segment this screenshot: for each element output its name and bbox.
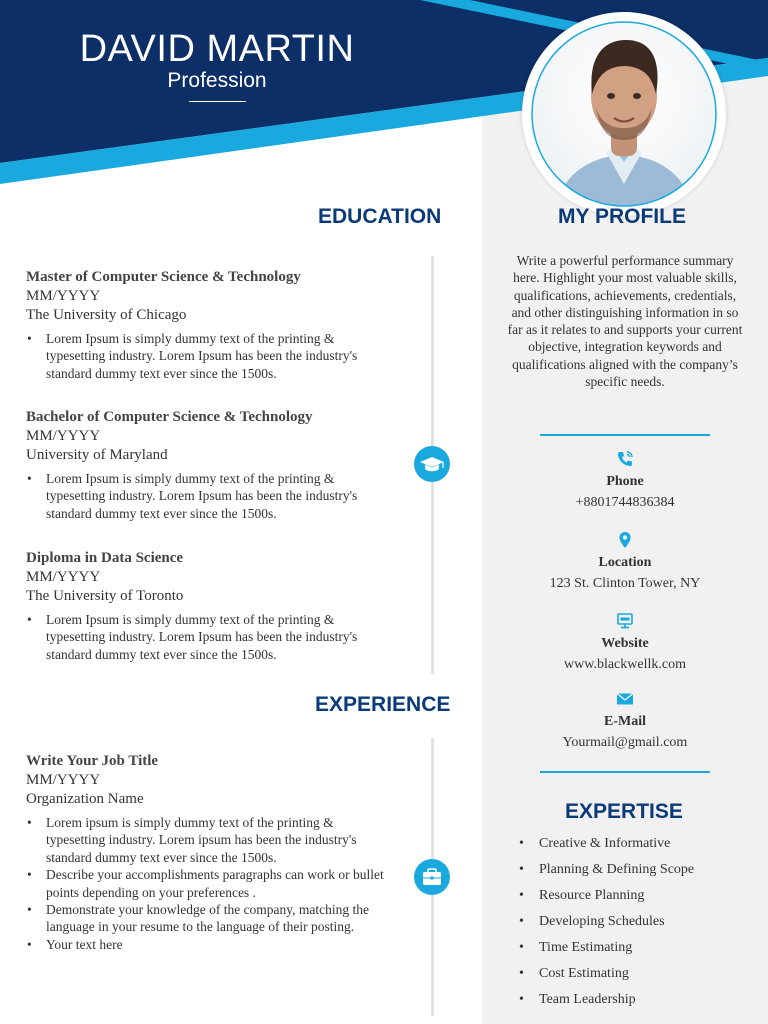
degree-title: Master of Computer Science & Technology bbox=[26, 269, 301, 285]
expertise-item: • Time Estimating bbox=[518, 939, 694, 965]
envelope-icon bbox=[615, 689, 635, 709]
expertise-item: • Creative & Informative bbox=[518, 835, 694, 861]
job-bullets bbox=[26, 814, 396, 953]
job-title: Write Your Job Title bbox=[26, 753, 159, 769]
profile-photo bbox=[522, 12, 726, 216]
bullet-item: • Your text here bbox=[26, 936, 396, 953]
education-title: EDUCATION bbox=[318, 205, 442, 228]
expertise-item: • Team Leadership bbox=[518, 991, 694, 1017]
education-icon-badge bbox=[414, 446, 450, 482]
entry-bullets bbox=[26, 611, 396, 663]
person-photo-icon bbox=[522, 12, 726, 216]
briefcase-icon bbox=[414, 859, 450, 895]
graduation-cap-icon bbox=[414, 446, 450, 482]
degree-date: MM/YYYY bbox=[26, 569, 101, 585]
school-name: The University of Toronto bbox=[26, 588, 184, 604]
contact-website bbox=[500, 611, 750, 674]
education-entry bbox=[26, 408, 396, 522]
bullet-item: • Lorem Ipsum is simply dummy text of the printing & typesetting industry. Lorem Ipsum has been the industry's standard dummy text ever since the 1500s. bbox=[26, 611, 396, 663]
experience-entry bbox=[26, 752, 396, 953]
education-entry bbox=[26, 268, 396, 382]
website-label: Website bbox=[601, 636, 649, 651]
bullet-item: • Lorem Ipsum is simply dummy text of the printing & typesetting industry. Lorem Ipsum has been the industry's standard dummy text ever since the 1500s. bbox=[26, 470, 396, 522]
school-name: University of Maryland bbox=[26, 447, 168, 463]
location-pin-icon bbox=[615, 530, 635, 550]
contact-divider bbox=[540, 771, 710, 773]
degree-title: Diploma in Data Science bbox=[26, 550, 184, 566]
profession-underline bbox=[189, 101, 246, 102]
phone-label: Phone bbox=[606, 474, 644, 489]
degree-title: Bachelor of Computer Science & Technology bbox=[26, 409, 313, 425]
email-value: Yourmail@gmail.com bbox=[562, 735, 688, 750]
expertise-item: • Resource Planning bbox=[518, 887, 694, 913]
profile-divider bbox=[540, 434, 710, 436]
location-value: 123 St. Clinton Tower, NY bbox=[549, 576, 701, 591]
school-name: The University of Chicago bbox=[26, 307, 187, 323]
phone-icon bbox=[615, 449, 635, 469]
email-label: E-Mail bbox=[604, 714, 646, 729]
education-entry bbox=[26, 549, 396, 663]
expertise-list bbox=[518, 835, 694, 1017]
location-label: Location bbox=[598, 555, 652, 570]
degree-date: MM/YYYY bbox=[26, 428, 101, 444]
experience-title: EXPERIENCE bbox=[315, 693, 451, 716]
monitor-www-icon bbox=[615, 611, 635, 631]
bullet-item: • Demonstrate your knowledge of the company, matching the language in your resume to the language of their posting. bbox=[26, 901, 396, 936]
phone-value: +8801744836384 bbox=[575, 495, 675, 510]
organization-name: Organization Name bbox=[26, 791, 144, 807]
profile-summary: Write a powerful performance summary here. Highlight your most valuable skills, qualifications, achievements, credentials, and other distinguishing information in so far as it relates to and supports your current objective, integration keywords and qualifications aligned with the company’s specific needs. bbox=[507, 253, 743, 390]
candidate-name: DAVID MARTIN bbox=[79, 28, 355, 70]
bullet-item: • Lorem Ipsum is simply dummy text of the printing & typesetting industry. Lorem Ipsum has been the industry's standard dummy text ever since the 1500s. bbox=[26, 330, 396, 382]
expertise-item: • Planning & Defining Scope bbox=[518, 861, 694, 887]
candidate-profession: Profession bbox=[167, 69, 267, 92]
contact-location bbox=[500, 530, 750, 593]
expertise-item: • Cost Estimating bbox=[518, 965, 694, 991]
job-date: MM/YYYY bbox=[26, 772, 101, 788]
website-value: www.blackwellk.com bbox=[564, 657, 686, 672]
entry-bullets bbox=[26, 470, 396, 522]
bullet-item: • Lorem ipsum is simply dummy text of the printing & typesetting industry. Lorem ipsum has been the industry's standard dummy text ever since the 1500s. bbox=[26, 814, 396, 866]
expertise-title: EXPERTISE bbox=[565, 800, 683, 823]
profile-title: MY PROFILE bbox=[558, 205, 686, 228]
degree-date: MM/YYYY bbox=[26, 288, 101, 304]
contact-email bbox=[500, 689, 750, 752]
contact-phone bbox=[500, 449, 750, 512]
entry-bullets bbox=[26, 330, 396, 382]
bullet-item: • Describe your accomplishments paragraphs can work or bullet points depending on your preferences . bbox=[26, 866, 396, 901]
experience-icon-badge bbox=[414, 859, 450, 895]
expertise-item: • Developing Schedules bbox=[518, 913, 694, 939]
